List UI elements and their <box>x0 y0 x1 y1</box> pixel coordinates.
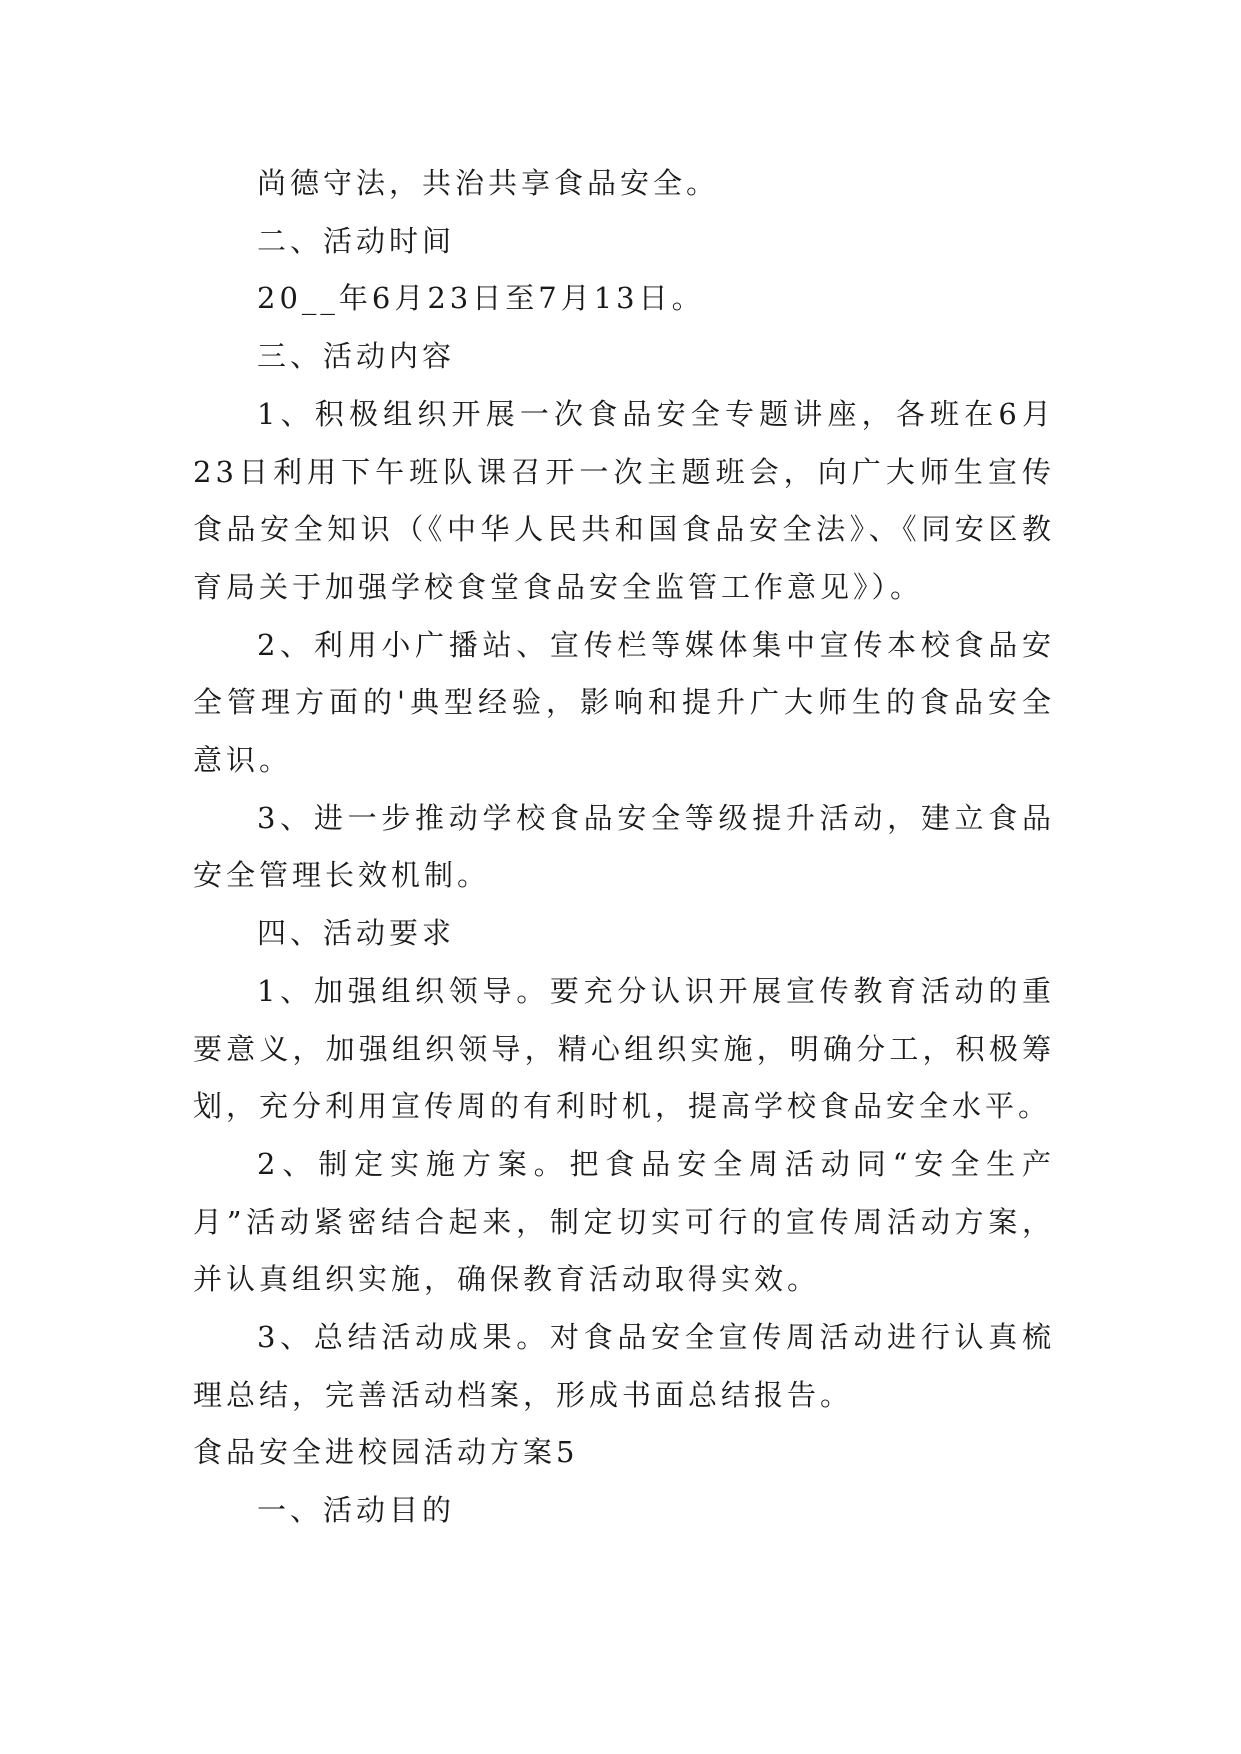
section-heading-activity-time: 二、活动时间 <box>257 223 456 258</box>
document-body <box>193 155 1055 1540</box>
paragraph-requirement-item-3: 3、总结活动成果。对食品安全宣传周活动进行认真梳理总结，完善活动档案，形成书面总结报告。 <box>193 1320 1055 1412</box>
section-heading-activity-content: 三、活动内容 <box>257 339 456 374</box>
paragraph-content-item-2: 2、利用小广播站、宣传栏等媒体集中宣传本校食品安全管理方面的'典型经验，影响和提升广大师生的食品安全意识。 <box>193 627 1055 778</box>
paragraph-requirement-item-2: 2、制定实施方案。把食品安全周活动同“安全生产月”活动紧密结合起来，制定切实可行的宣传周活动方案，并认真组织实施，确保教育活动取得实效。 <box>193 1146 1055 1297</box>
plan-title: 食品安全进校园活动方案5 <box>193 1435 579 1470</box>
section-heading-activity-purpose: 一、活动目的 <box>257 1493 456 1528</box>
paragraph-activity-dates: 20__年6月23日至7月13日。 <box>257 281 705 316</box>
paragraph-motto: 尚德守法，共治共享食品安全。 <box>257 166 720 200</box>
paragraph-content-item-1: 1、积极组织开展一次食品安全专题讲座，各班在6月23日利用下午班队课召开一次主题班会，向广大师生宣传食品安全知识（《中华人民共和国食品安全法》、《同安区教育局关于加强学校食堂食品安全监管工作意见》）。 <box>193 396 1055 604</box>
paragraph-requirement-item-1: 1、加强组织领导。要充分认识开展宣传教育活动的重要意义，加强组织领导，精心组织实施，明确分工，积极筹划，充分利用宣传周的有利时机，提高学校食品安全水平。 <box>193 973 1055 1124</box>
paragraph-content-item-3: 3、进一步推动学校食品安全等级提升活动，建立食品安全管理长效机制。 <box>193 800 1055 893</box>
section-heading-activity-requirements: 四、活动要求 <box>257 916 456 951</box>
